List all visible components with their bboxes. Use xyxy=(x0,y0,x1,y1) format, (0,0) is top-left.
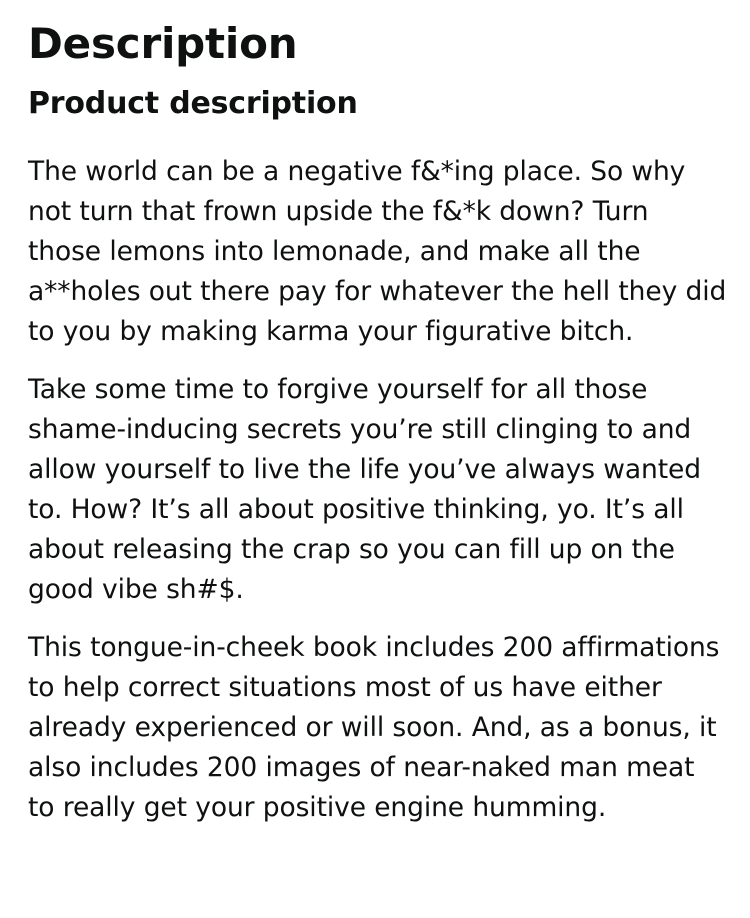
page-title: Description xyxy=(28,19,298,68)
product-description-body xyxy=(28,152,728,846)
description-paragraph-2: Take some time to forgive yourself for all those shame-inducing secrets you’re still clinging to and allow yourself to live the life you’ve always wanted to. How? It’s all about positive thinking, yo. It’s all about releasing the crap so you can fill up on the good vibe sh#$. xyxy=(28,374,701,605)
description-paragraph-1: The world can be a negative f&*ing place. So why not turn that frown upside the f&*k down? Turn those lemons into lemonade, and make all the a**holes out there pay for whatever the hell they did to you by making karma your figurative bitch. xyxy=(28,156,727,347)
section-subtitle: Product description xyxy=(28,86,358,121)
description-paragraph-3: This tongue-in-cheek book includes 200 affirmations to help correct situations most of us have either already experienced or will soon. And, as a bonus, it also includes 200 images of near-naked man meat to really get your positive engine humming. xyxy=(28,632,720,823)
